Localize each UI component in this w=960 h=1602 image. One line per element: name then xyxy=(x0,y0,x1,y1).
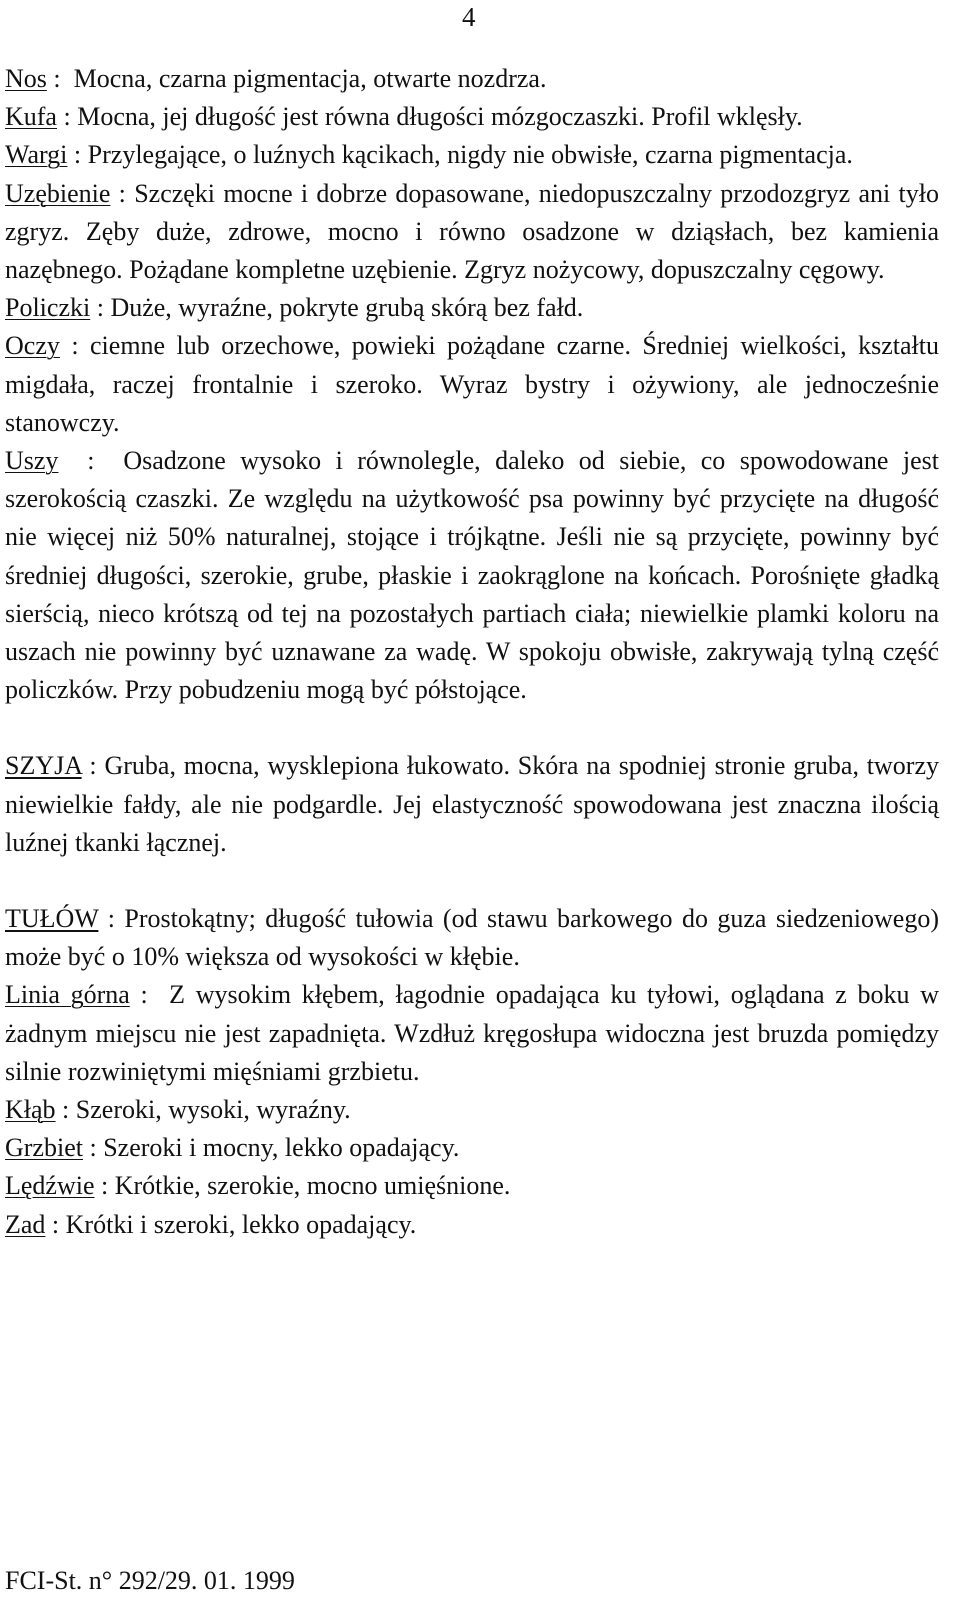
section-ledzwie xyxy=(5,1167,939,1205)
separator: : xyxy=(129,980,170,1010)
term-tulow: TUŁÓW xyxy=(5,904,99,934)
description-uszy: Osadzone wysoko i równolegle, daleko od siebie, co spowodowane jest szerokością czaszki. Ze względu na użytkowość psa powinny być przycięte na długość nie więcej niż 50% naturalnej, stojące i trójkątne. Jeśli nie są przycięte, powinny być średniej długości, szerokie, grube, płaskie i zaokrąglone na końcach. Porośnięte gładką sierścią, nieco krótszą od tej na pozostałych partiach ciała; niewielkie plamki koloru na uszach nie powinny być uznawane za wadę. W spokoju obwisłe, zakrywają tylną część policzków. Przy pobudzeniu mogą być półstojące. xyxy=(5,446,939,705)
description-uzebienie: Szczęki mocne i dobrze dopasowane, niedopuszczalny przodozgryz ani tyło zgryz. Zęby duże, zdrowe, mocno i równo osadzone w dziąsłach, bez kamienia nazębnego. Pożądane kompletne uzębienie. Zgryz nożycowy, dopuszczalny cęgowy. xyxy=(5,178,939,285)
term-uszy: Uszy xyxy=(5,446,59,476)
description-szyja: Gruba, mocna, wysklepiona łukowato. Skóra na spodniej stronie gruba, tworzy niewielkie fałdy, ale nie podgardle. Jej elastyczność spowodowana jest znaczna ilością luźnej tkanki łącznej. xyxy=(5,751,939,857)
section-uzebienie xyxy=(5,175,939,290)
term-wargi: Wargi xyxy=(5,140,68,170)
term-policzki: Policzki xyxy=(5,293,91,323)
description-nos: Mocna, czarna pigmentacja, otwarte nozdrza. xyxy=(73,64,547,93)
section-nos xyxy=(5,60,939,98)
separator: : xyxy=(94,1171,115,1201)
separator: : xyxy=(56,102,78,132)
page-number: 4 xyxy=(462,2,476,32)
section-kufa xyxy=(5,98,939,136)
term-grzbiet: Grzbiet xyxy=(5,1133,83,1163)
description-oczy: ciemne lub orzechowe, powieki pożądane czarne. Średniej wielkości, kształtu migdała, raczej frontalnie i szeroko. Wyraz bystry i ożywiony, ale jednocześnie stanowczy. xyxy=(5,331,939,437)
description-ledzwie: Krótkie, szerokie, mocno umięśnione. xyxy=(114,1171,511,1201)
footer-standard-reference: FCI-St. n° 292/29. 01. 1999 xyxy=(5,1566,295,1595)
section-policzki xyxy=(5,289,939,327)
separator: : xyxy=(46,64,74,93)
document-body xyxy=(5,60,939,1244)
term-zad: Zad xyxy=(5,1209,46,1239)
term-nos: Nos xyxy=(5,64,47,93)
term-klab: Kłąb xyxy=(5,1095,56,1125)
description-linia-gorna: Z wysokim kłębem, łagodnie opadająca ku tyłowi, oglądana z boku w żadnym miejscu nie jest zapadnięta. Wzdłuż kręgosłupa widoczna jest bruzda pomiędzy silnie rozwiniętymi mięśniami grzbietu. xyxy=(5,980,939,1086)
description-wargi: Przylegające, o luźnych kącikach, nigdy nie obwisłe, czarna pigmentacja. xyxy=(87,140,853,170)
separator: : xyxy=(90,293,111,323)
separator: : xyxy=(55,1095,76,1125)
separator: : xyxy=(45,1209,66,1239)
section-tulow xyxy=(5,900,939,976)
description-tulow: Prostokątny; długość tułowia (od stawu barkowego do guza siedzeniowego) może być o 10% większa od wysokości w kłębie. xyxy=(5,904,939,972)
section-wargi xyxy=(5,136,939,174)
separator: : xyxy=(110,178,135,208)
description-kufa: Mocna, jej długość jest równa długości mózgoczaszki. Profil wklęsły. xyxy=(77,102,803,132)
description-klab: Szeroki, wysoki, wyraźny. xyxy=(75,1095,351,1125)
separator: : xyxy=(59,331,91,361)
description-policzki: Duże, wyraźne, pokryte grubą skórą bez fałd. xyxy=(110,293,584,323)
separator: : xyxy=(58,446,124,476)
term-szyja: SZYJA xyxy=(5,751,82,781)
term-kufa: Kufa xyxy=(5,102,57,132)
term-oczy: Oczy xyxy=(5,331,60,361)
term-linia-gorna: Linia górna xyxy=(5,980,130,1010)
separator: : xyxy=(67,140,88,170)
term-uzebienie: Uzębienie xyxy=(5,178,111,208)
description-zad: Krótki i szeroki, lekko opadający. xyxy=(65,1209,417,1239)
separator: : xyxy=(98,904,125,934)
section-szyja xyxy=(5,747,939,862)
separator: : xyxy=(82,1133,104,1163)
section-linia-gorna xyxy=(5,976,939,1091)
section-uszy xyxy=(5,442,939,709)
section-zad xyxy=(5,1206,939,1244)
section-klab xyxy=(5,1091,939,1129)
description-grzbiet: Szeroki i mocny, lekko opadający. xyxy=(103,1133,460,1163)
section-grzbiet xyxy=(5,1129,939,1167)
term-ledzwie: Lędźwie xyxy=(5,1171,95,1201)
section-oczy xyxy=(5,327,939,442)
separator: : xyxy=(81,751,105,781)
